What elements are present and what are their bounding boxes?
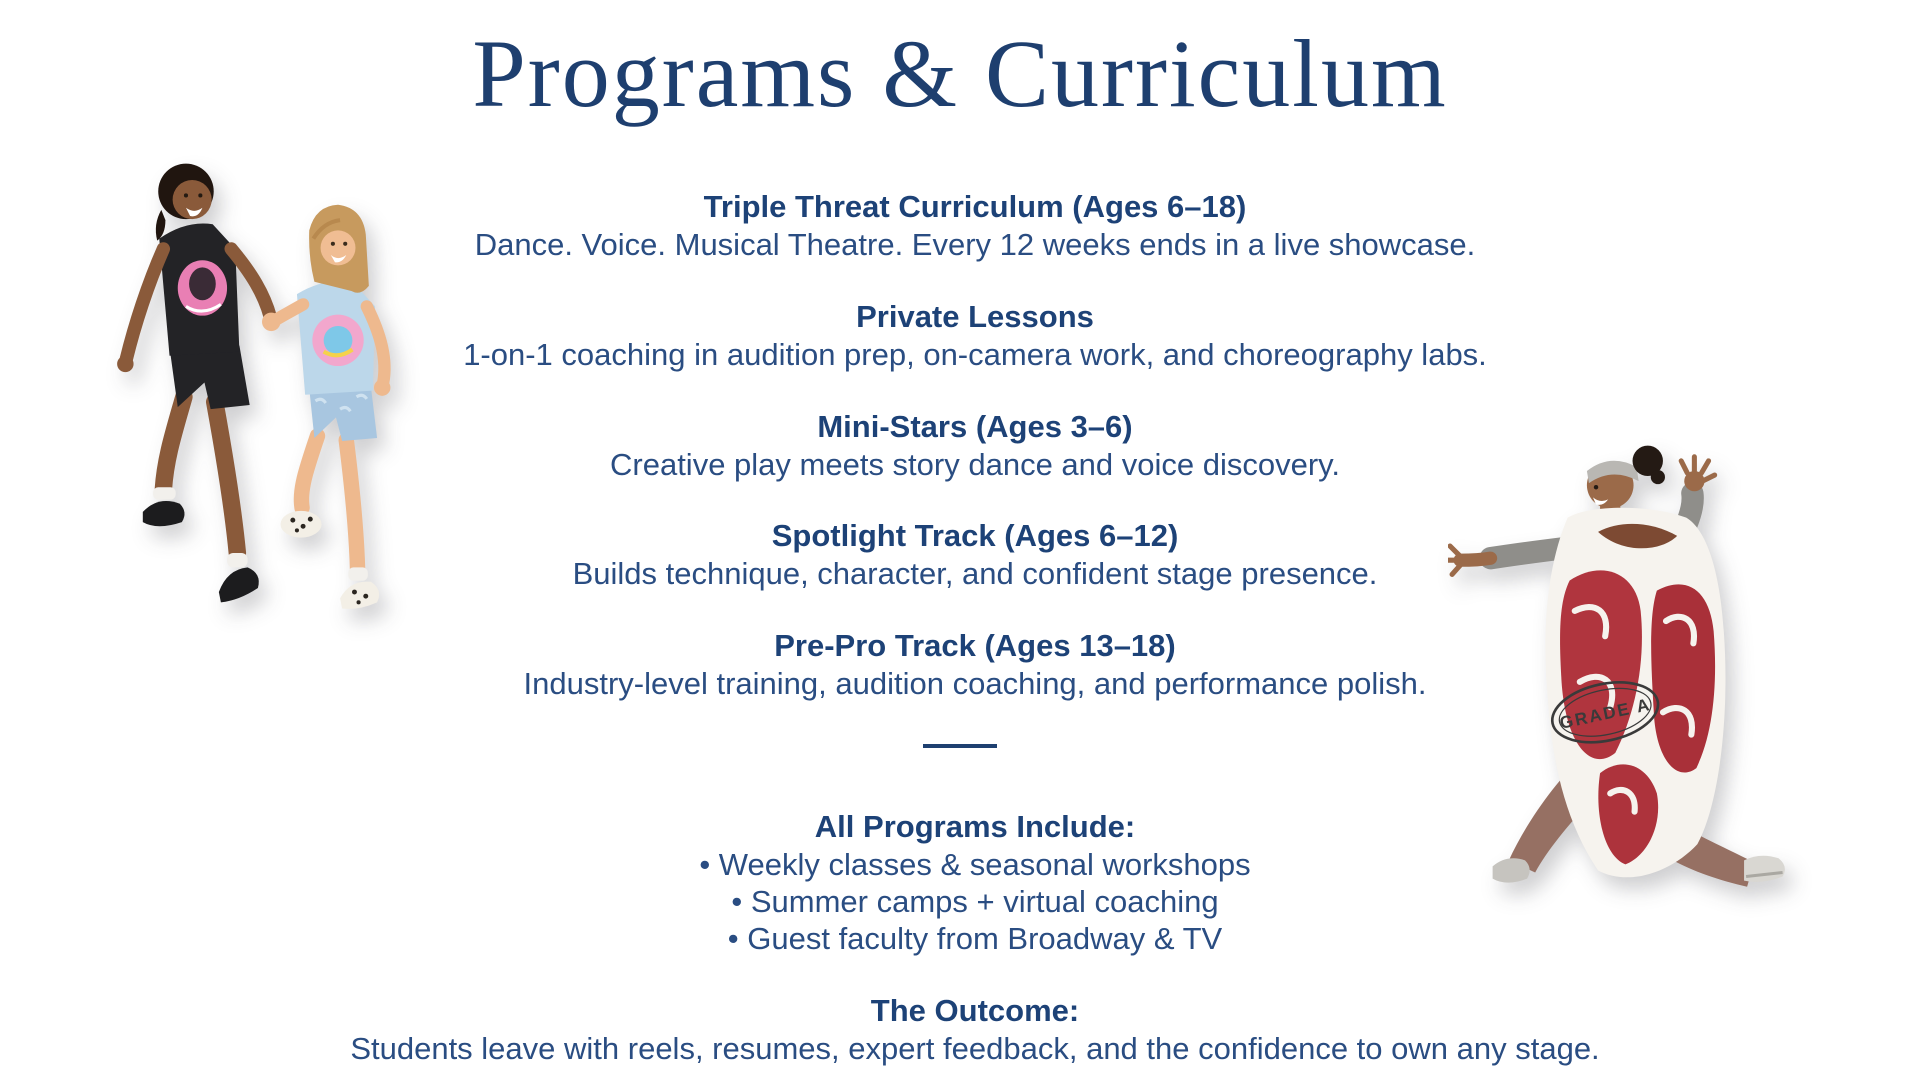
includes-item: • Summer camps + virtual coaching (731, 884, 1219, 919)
program-heading: Triple Threat Curriculum (Ages 6–18) (703, 189, 1247, 224)
includes-heading: All Programs Include: (814, 809, 1136, 844)
outcome-section (30, 992, 1920, 1068)
grade-a-stamp-label: GRADE A (1557, 693, 1653, 733)
program-heading: Spotlight Track (Ages 6–12) (771, 518, 1179, 553)
program-description: Builds technique, character, and confident stage presence. (572, 556, 1378, 591)
program-block-spotlight-track (30, 517, 1920, 593)
program-heading: Pre-Pro Track (Ages 13–18) (774, 628, 1176, 663)
program-block-pre-pro-track (30, 627, 1920, 703)
page-title: Programs & Curriculum (472, 20, 1448, 127)
program-description: Industry-level training, audition coaching, and performance polish. (523, 666, 1427, 701)
section-divider (923, 744, 997, 748)
includes-item: • Guest faculty from Broadway & TV (727, 921, 1223, 956)
program-description: Dance. Voice. Musical Theatre. Every 12 weeks ends in a live showcase. (474, 227, 1476, 262)
program-heading: Private Lessons (856, 299, 1094, 334)
program-description: Creative play meets story dance and voice discovery. (610, 447, 1340, 482)
program-block-triple-threat (30, 188, 1920, 264)
program-heading: Mini-Stars (Ages 3–6) (817, 409, 1133, 444)
program-list (30, 0, 1920, 1080)
all-programs-include-section (30, 808, 1920, 957)
program-block-private-lessons (30, 298, 1920, 374)
outcome-heading: The Outcome: (870, 993, 1080, 1028)
program-description: 1-on-1 coaching in audition prep, on-camera work, and choreography labs. (463, 337, 1487, 372)
includes-item: • Weekly classes & seasonal workshops (699, 847, 1251, 882)
outcome-description: Students leave with reels, resumes, expert feedback, and the confidence to own any stage. (350, 1031, 1600, 1066)
program-block-mini-stars (30, 408, 1920, 484)
